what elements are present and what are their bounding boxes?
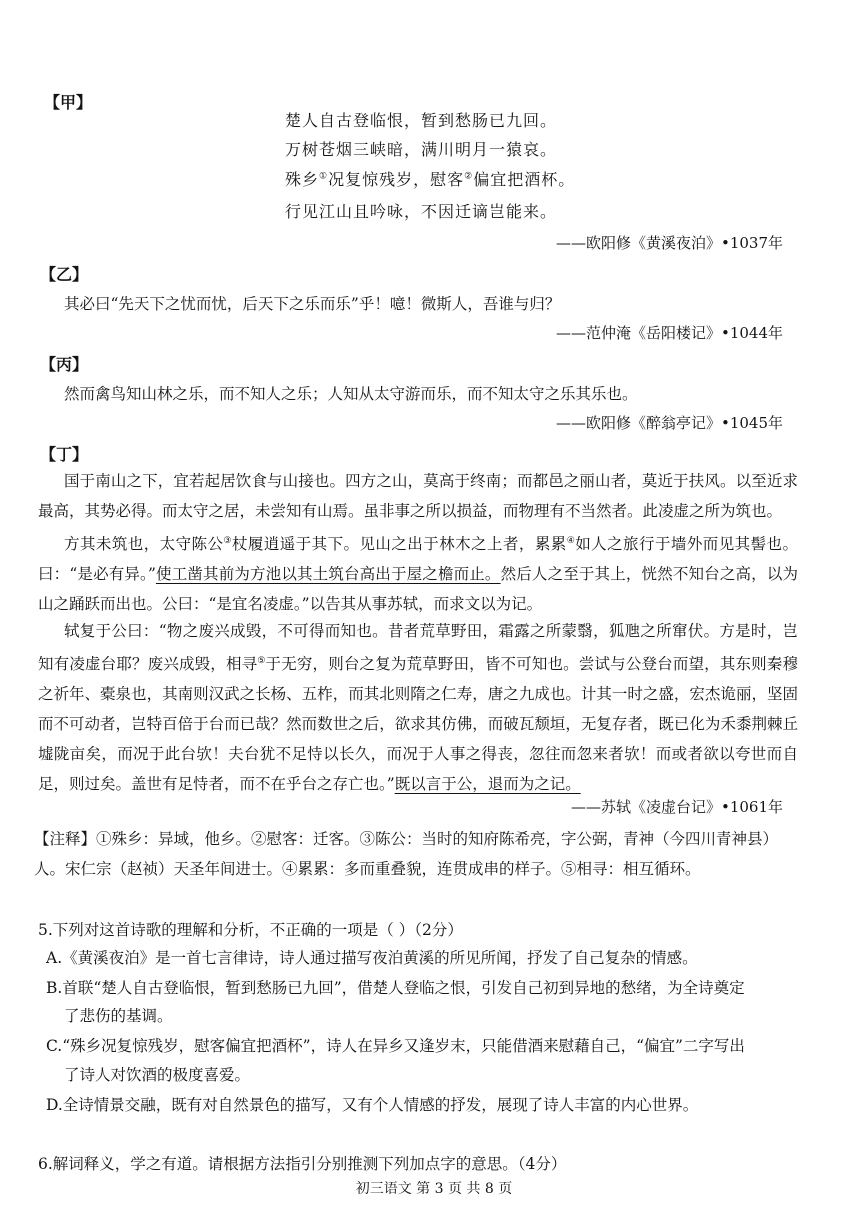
option-c-line-1: C.“殊乡况复惊残岁，慰客偏宜把酒杯”，诗人在异乡又逢岁末，只能借酒来慰藉自己，“偏宜”二字写出 bbox=[46, 1037, 745, 1055]
section-label-jia: 【甲】 bbox=[44, 93, 93, 112]
notes-line-2: 人。宋仁宗（赵祯）天圣年间进士。④累累：多而重叠貌，连贯成串的样子。⑤相寻：相互循环。 bbox=[34, 860, 701, 878]
question-5-stem: 5.下列对这首诗歌的理解和分析，不正确的一项是（ ）（2分） bbox=[38, 921, 463, 939]
source-bing: ——欧阳修《醉翁亭记》•1045年 bbox=[555, 414, 783, 432]
option-d: D.全诗情景交融，既有对自然景色的描写，又有个人情感的抒发，展现了诗人丰富的内心世界。 bbox=[46, 1096, 699, 1114]
section-label-yi: 【乙】 bbox=[40, 265, 89, 284]
source-jia: ——欧阳修《黄溪夜泊》•1037年 bbox=[555, 234, 783, 252]
poem-line-2: 万树苍烟三峡暗，满川明月一猿哀。 bbox=[285, 140, 558, 159]
text-yi: 其必曰“先天下之忧而忧，后天下之乐而乐”乎！噫！微斯人，吾谁与归？ bbox=[64, 295, 561, 313]
section-label-bing: 【丙】 bbox=[40, 355, 89, 374]
question-6-stem: 6.解词释义，学之有道。请根据方法指引分别推测下列加点字的意思。（4分） bbox=[38, 1155, 567, 1173]
underlined-sentence-1: 使工凿其前为方池以其土筑台高出于屋之檐而止。 bbox=[155, 565, 501, 584]
option-c-line-2: 了诗人对饮酒的极度喜爱。 bbox=[64, 1066, 251, 1084]
option-a: A.《黄溪夜泊》是一首七言律诗，诗人通过描写夜泊黄溪的所见所闻，抒发了自己复杂的情感。 bbox=[46, 949, 698, 967]
ding-paragraph-2: 方其未筑也，太守陈公③杖履逍遥于其下。见山之出于林木之上者，累累④如人之旅行于墙外而见其髻也。曰：“是必有异。”使工凿其前为方池以其土筑台高出于屋之檐而止。然后人之至于其上，恍然不知台之高，以为山之踊跃而出也。公曰：“是宜名凌虚。”以告其从事苏轼，而求文以为记。 bbox=[38, 535, 798, 614]
source-yi: ——范仲淹《岳阳楼记》•1044年 bbox=[555, 324, 783, 342]
ding-paragraph-1: 国于南山之下，宜若起居饮食与山接也。四方之山，莫高于终南；而都邑之丽山者，莫近于扶风。以至近求最高，其势必得。而太守之居，未尝知有山焉。虽非事之所以损益，而物理有不当然者。此凌虚之所为筑也。 bbox=[38, 472, 798, 520]
option-b-line-2: 了悲伤的基调。 bbox=[64, 1007, 173, 1025]
poem-line-4: 行见江山且吟咏，不因迁谪岂能来。 bbox=[285, 202, 558, 221]
poem-line-3: 殊乡①况复惊残岁，慰客②偏宜把酒杯。 bbox=[285, 170, 576, 189]
underlined-sentence-2: 既以言于公，退而为之记。 bbox=[394, 775, 581, 794]
notes-line-1: 【注释】①殊乡：异域，他乡。②慰客：迁客。③陈公：当时的知府陈希亮，字公弼，青神（今四川青神县） bbox=[34, 830, 779, 848]
page-footer: 初三语文 第 3 页 共 8 页 bbox=[355, 1181, 513, 1197]
poem-line-1: 楚人自古登临恨，暂到愁肠已九回。 bbox=[285, 111, 558, 130]
ding-paragraph-3: 轼复于公曰：“物之废兴成毁，不可得而知也。昔者荒草野田，霜露之所蒙翳，狐虺之所窜伏。方是时，岂知有凌虚台耶？废兴成毁，相寻⑤于无穷，则台之复为荒草野田，皆不可知也。尝试与公登台而望，其东则秦穆之祈年、橐泉也，其南则汉武之长杨、五柞，而其北则隋之仁寿，唐之九成也。计其一时之盛，宏杰诡丽，坚固而不可动者，岂特百倍于台而已哉？然而数世之后，欲求其仿佛，而破瓦颓垣，无复存者，既已化为禾黍荆棘丘墟陇亩矣，而况于此台欤！夫台犹不足恃以长久，而况于人事之得丧，忽往而忽来者欤！而或者欲以夸世而自足，则过矣。盖世有足恃者，而不在乎台之存亡也。”既以言于公，退而为之记。 bbox=[38, 622, 798, 794]
section-label-ding: 【丁】 bbox=[40, 445, 89, 464]
option-b-line-1: B.首联“楚人自古登临恨，暂到愁肠已九回”，借楚人登临之恨，引发自己初到异地的愁绪，为全诗奠定 bbox=[46, 979, 745, 997]
text-bing: 然而禽鸟知山林之乐，而不知人之乐；人知从太守游而乐，而不知太守之乐其乐也。 bbox=[64, 385, 638, 403]
source-ding: ——苏轼《凌虚台记》•1061年 bbox=[570, 798, 783, 816]
